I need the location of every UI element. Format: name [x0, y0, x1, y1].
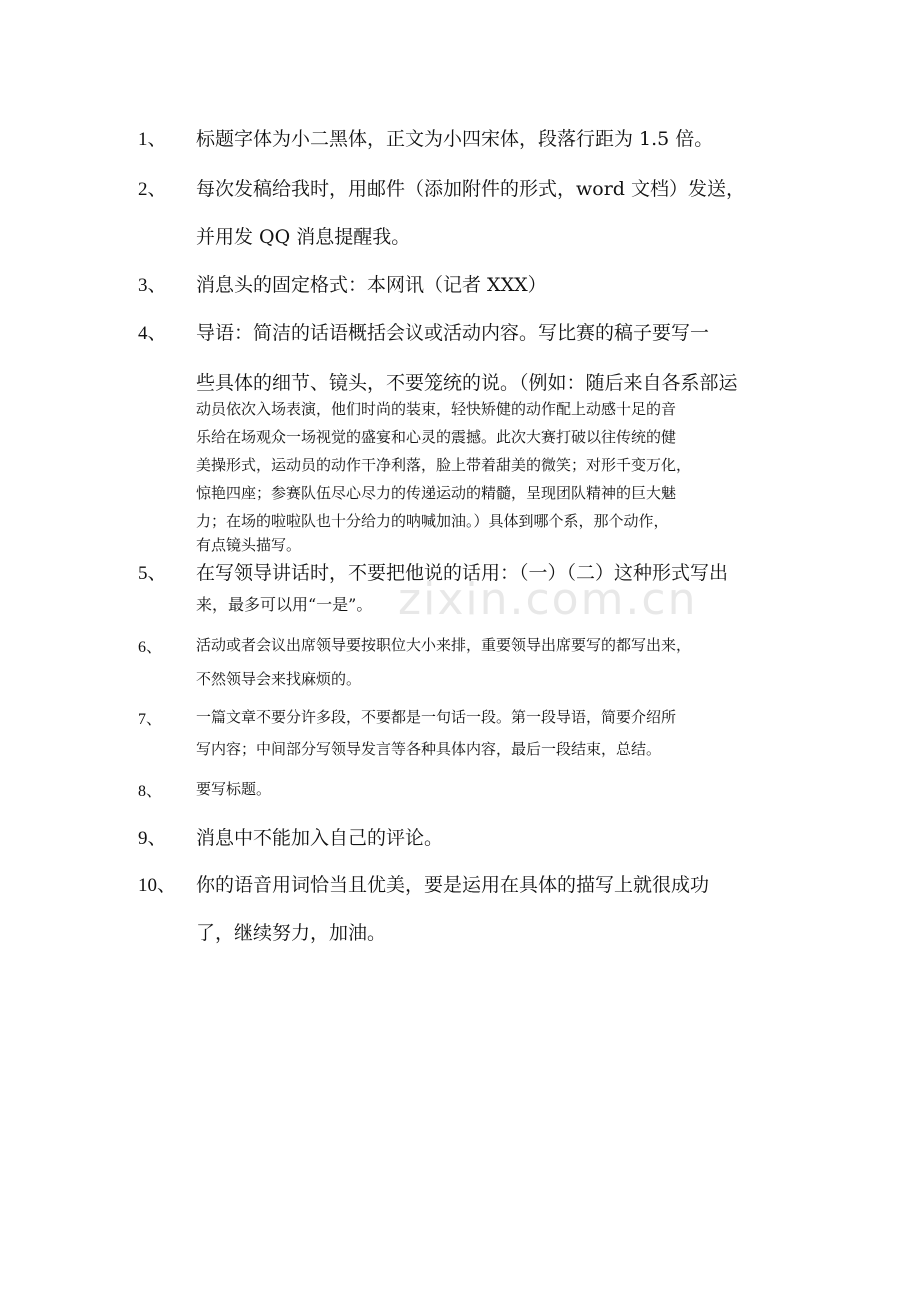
- item-number: 3、: [138, 275, 167, 296]
- item-text: 不然领导会来找麻烦的。: [196, 670, 362, 688]
- watermark: zixin.com.cn: [398, 574, 698, 625]
- item-number: 1、: [138, 129, 167, 150]
- item-text: 些具体的细节、镜头，不要笼统的说。（例如：随后来自各系部运: [196, 372, 738, 394]
- item-text: 了，继续努力，加油。: [196, 922, 387, 944]
- item-text: 惊艳四座；参赛队伍尽心尽力的传递运动的精髓，呈现团队精神的巨大魅: [196, 484, 677, 502]
- item-text: 力；在场的啦啦队也十分给力的呐喊加油。）具体到哪个系，那个动作，: [196, 512, 669, 530]
- item-number: 10、: [138, 875, 177, 896]
- item-text: 写内容；中间部分写领导发言等各种具体内容，最后一段结束，总结。: [196, 740, 662, 758]
- item-text: 并用发 QQ 消息提醒我。: [196, 226, 411, 248]
- item-number: 2、: [138, 179, 167, 200]
- item-text: 导语：简洁的话语概括会议或活动内容。写比赛的稿子要写一: [196, 322, 710, 344]
- item-text: 你的语音用词恰当且优美，要是运用在具体的描写上就很成功: [196, 874, 710, 896]
- item-text: 在写领导讲话时，不要把他说的话用：（一）（二）这种形式写出: [196, 562, 729, 584]
- item-text: 标题字体为小二黑体，正文为小四宋体，段落行距为 1.5 倍。: [196, 128, 714, 150]
- item-number: 5、: [138, 563, 167, 584]
- item-text: 有点镜头描写。: [196, 536, 302, 554]
- item-number: 7、: [138, 711, 163, 728]
- item-text: 来，最多可以用“一是”。: [196, 595, 373, 614]
- item-number: 8、: [138, 783, 163, 800]
- item-text: 美操形式，运动员的动作干净利落，脸上带着甜美的微笑；对形千变万化，: [196, 456, 692, 474]
- item-text: 动员依次入场表演，他们时尚的装束，轻快矫健的动作配上动感十足的音: [196, 400, 677, 418]
- item-number: 9、: [138, 828, 167, 849]
- item-text: 活动或者会议出席领导要按职位大小来排，重要领导出席要写的都写出来，: [196, 636, 692, 654]
- item-text: 要写标题。: [196, 780, 272, 798]
- item-text: 乐给在场观众一场视觉的盛宴和心灵的震撼。此次大赛打破以往传统的健: [196, 428, 677, 446]
- item-text: 一篇文章不要分许多段，不要都是一句话一段。第一段导语，简要介绍所: [196, 708, 677, 726]
- item-text: 消息中不能加入自己的评论。: [196, 827, 444, 849]
- item-number: 4、: [138, 323, 167, 344]
- item-text: 每次发稿给我时，用邮件（添加附件的形式，word 文档）发送，: [196, 178, 745, 200]
- item-number: 6、: [138, 639, 163, 656]
- item-text: 消息头的固定格式：本网讯（记者 XXX）: [196, 274, 547, 296]
